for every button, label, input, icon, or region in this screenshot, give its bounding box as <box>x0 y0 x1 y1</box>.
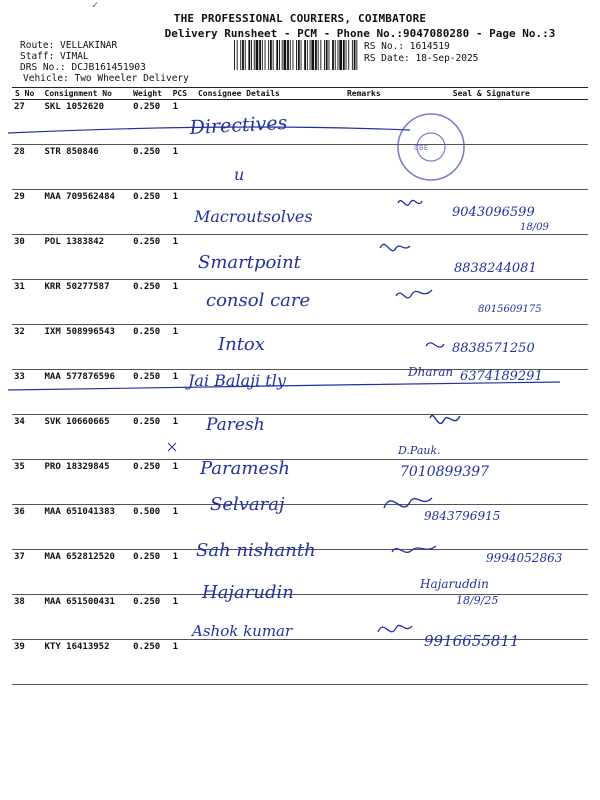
table-row <box>12 280 588 325</box>
consignee-cell <box>195 595 344 640</box>
sno-cell: 30 <box>12 235 42 280</box>
signature-text: 9043096599 <box>452 205 535 220</box>
signature-text: 9916655811 <box>424 632 520 650</box>
signature-text: 8838571250 <box>452 341 535 356</box>
weight-cell: 0.250 <box>130 280 169 325</box>
signature-cell <box>395 235 588 280</box>
remarks-cell <box>344 235 395 280</box>
sno-cell: 39 <box>12 640 42 685</box>
consignment-cell: MAA 651500431 <box>42 595 131 640</box>
consignment-cell: MAA 577876596 <box>42 370 131 415</box>
signature-text: 6374189291 <box>460 369 543 384</box>
table-row <box>12 190 588 235</box>
signature-text: Hajaruddin <box>420 577 489 591</box>
consignee-cell <box>195 505 344 550</box>
consignee-name: Paramesh <box>200 458 290 479</box>
consignee-cell <box>195 460 344 505</box>
barcode-icon <box>234 40 360 70</box>
weight-cell: 0.250 <box>130 325 169 370</box>
svg-text:CBE: CBE <box>414 144 429 152</box>
table-row <box>12 415 588 460</box>
sno-cell: 34 <box>12 415 42 460</box>
route-label: Route: VELLAKINAR <box>20 40 118 51</box>
consignee-cell <box>195 415 344 460</box>
table-row <box>12 325 588 370</box>
rs-number: RS No.: 1614519 <box>364 41 450 52</box>
sno-cell: 38 <box>12 595 42 640</box>
signature-text: 18/9/25 <box>456 594 499 607</box>
signature-cell <box>395 595 588 640</box>
signature-cell <box>395 370 588 415</box>
pcs-cell: 1 <box>170 235 195 280</box>
consignee-name: Ashok kumar <box>192 622 293 640</box>
rs-date: RS Date: 18-Sep-2025 <box>364 53 479 64</box>
pcs-cell: 1 <box>170 145 195 190</box>
sno-cell: 29 <box>12 190 42 235</box>
table-row <box>12 595 588 640</box>
signature-text: 8838244081 <box>454 261 537 276</box>
consignment-cell: KTY 16413952 <box>42 640 131 685</box>
signature-text: 9843796915 <box>424 509 501 523</box>
consignment-cell: IXM 508996543 <box>42 325 131 370</box>
sno-cell: 37 <box>12 550 42 595</box>
consignee-cell <box>195 190 344 235</box>
runsheet-subtitle: Delivery Runsheet - PCM - Phone No.:9047080280 - Page No.:3 <box>164 27 556 40</box>
weight-cell: 0.250 <box>130 640 169 685</box>
table-row <box>12 370 588 415</box>
vehicle-label: Vehicle: Two Wheeler Delivery <box>23 73 189 84</box>
consignee-cell <box>195 640 344 685</box>
staff-label: Staff: VIMAL <box>20 51 89 62</box>
consignee-name: Jai Balaji tly <box>188 371 286 390</box>
signature-cell <box>395 640 588 685</box>
sno-cell: 32 <box>12 325 42 370</box>
sno-cell: 28 <box>12 145 42 190</box>
consignment-cell: MAA 651041383 <box>42 505 131 550</box>
remarks-cell <box>344 595 395 640</box>
remarks-cell <box>344 550 395 595</box>
consignment-cell: SVK 10660665 <box>42 415 131 460</box>
drs-label: DRS No.: DCJB161451903 <box>20 62 146 73</box>
weight-cell: 0.250 <box>130 460 169 505</box>
consignee-name: Hajarudin <box>202 582 294 603</box>
table-row <box>12 505 588 550</box>
company-title: THE PROFESSIONAL COURIERS, COIMBATORE <box>173 12 427 25</box>
consignment-cell: MAA 709562484 <box>42 190 131 235</box>
remarks-cell <box>344 325 395 370</box>
consignee-name: Directives <box>189 111 288 139</box>
pcs-cell: 1 <box>170 370 195 415</box>
consignee-name: Smartpoint <box>198 252 301 273</box>
consignee-name: Intox <box>218 334 265 355</box>
pcs-cell: 1 <box>170 640 195 685</box>
weight-cell: 0.250 <box>130 415 169 460</box>
sno-cell: 27 <box>12 100 42 145</box>
consignee-name: Paresh <box>206 415 265 435</box>
weight-cell: 0.250 <box>130 595 169 640</box>
col-pcs: PCS <box>170 88 195 100</box>
pcs-cell: 1 <box>170 325 195 370</box>
consignment-cell: KRR 50277587 <box>42 280 131 325</box>
weight-cell: 0.250 <box>130 235 169 280</box>
sno-cell: 33 <box>12 370 42 415</box>
pcs-cell: 1 <box>170 100 195 145</box>
consignment-cell: STR 850846 <box>42 145 131 190</box>
consignment-cell: MAA 652812520 <box>42 550 131 595</box>
consignee-name: consol care <box>206 290 311 311</box>
pcs-cell: 1 <box>170 595 195 640</box>
pcs-cell: 1 <box>170 505 195 550</box>
signature-cell <box>395 280 588 325</box>
table-row <box>12 640 588 685</box>
pcs-cell: 1 <box>170 415 195 460</box>
consignee-cell <box>195 370 344 415</box>
signature-cell <box>395 550 588 595</box>
consignee-cell <box>195 550 344 595</box>
col-consignee: Consignee Details <box>195 88 344 100</box>
consignment-cell: POL 1383842 <box>42 235 131 280</box>
consignee-cell <box>195 145 344 190</box>
signature-cell <box>395 415 588 460</box>
remarks-cell <box>344 505 395 550</box>
signature-text: D.Pauk. <box>398 444 441 457</box>
consignee-cell <box>195 100 344 145</box>
col-consignment: Consignment No <box>42 88 131 100</box>
remarks-cell <box>344 190 395 235</box>
consignee-cell <box>195 235 344 280</box>
signature-cell <box>395 190 588 235</box>
col-sno: S No <box>12 88 42 100</box>
remarks-cell <box>344 370 395 415</box>
remarks-cell <box>344 415 395 460</box>
signature-text: 18/09 <box>520 222 549 233</box>
pcs-cell: 1 <box>170 190 195 235</box>
remarks-cell <box>344 640 395 685</box>
signature-text: Dharan <box>408 365 454 379</box>
weight-cell: 0.250 <box>130 550 169 595</box>
weight-cell: 0.250 <box>130 190 169 235</box>
remarks-cell <box>344 100 395 145</box>
weight-cell: 0.250 <box>130 370 169 415</box>
signature-cell <box>395 145 588 190</box>
table-row <box>12 100 588 145</box>
table-row <box>12 460 588 505</box>
signature-cell <box>395 100 588 145</box>
col-remarks: Remarks <box>344 88 395 100</box>
consignment-cell: SKL 1052620 <box>42 100 131 145</box>
sno-cell: 36 <box>12 505 42 550</box>
pcs-cell: 1 <box>170 550 195 595</box>
signature-text: 9994052863 <box>486 551 563 565</box>
consignee-cell <box>195 280 344 325</box>
table-header-row <box>12 88 588 100</box>
col-weight: Weight <box>130 88 169 100</box>
table-row <box>12 145 588 190</box>
signature-text: 8015609175 <box>478 304 542 315</box>
remarks-cell <box>344 145 395 190</box>
consignee-name: Macroutsolves <box>194 207 313 226</box>
signature-cell <box>395 325 588 370</box>
table-row <box>12 550 588 595</box>
signature-cell <box>395 460 588 505</box>
pcs-cell: 1 <box>170 460 195 505</box>
weight-cell: 0.250 <box>130 100 169 145</box>
signature-text: 7010899397 <box>400 464 490 480</box>
weight-cell: 0.250 <box>130 145 169 190</box>
remarks-cell <box>344 460 395 505</box>
check-mark-icon: ✓ <box>92 0 99 11</box>
signature-cell <box>395 505 588 550</box>
col-signature: Seal & Signature <box>395 88 588 100</box>
weight-cell: 0.500 <box>130 505 169 550</box>
consignee-name: Selvaraj <box>210 494 285 515</box>
consignee-cell <box>195 325 344 370</box>
consignee-name: u <box>234 165 245 184</box>
sno-cell: 31 <box>12 280 42 325</box>
consignee-name: Sah nishanth <box>196 540 316 561</box>
table-row <box>12 235 588 280</box>
sno-cell: 35 <box>12 460 42 505</box>
remarks-cell <box>344 280 395 325</box>
pcs-cell: 1 <box>170 280 195 325</box>
runsheet-table <box>12 87 588 685</box>
consignment-cell: PRO 18329845 <box>42 460 131 505</box>
